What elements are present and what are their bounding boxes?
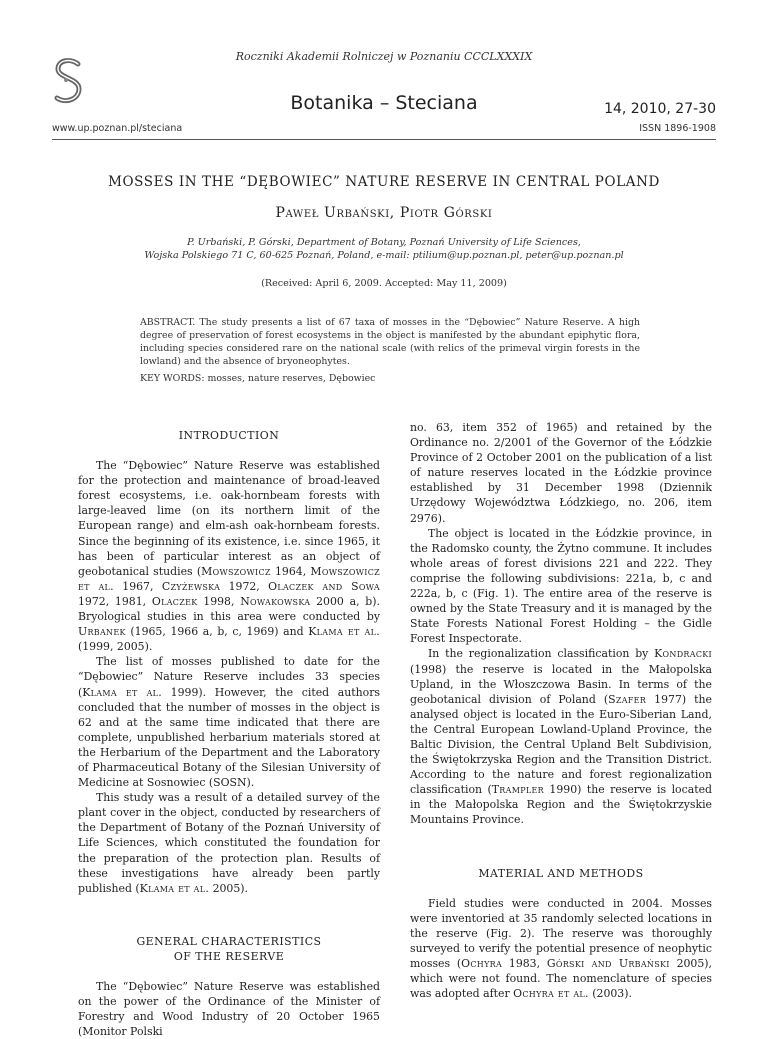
text-run: 1983, [502,957,547,970]
text-run: 2005). [209,881,248,895]
header-divider [52,139,716,140]
abstract: ABSTRACT. The study presents a list of 67 taxa of mosses in the “Dębowiec” Nature Reserve. A high degree of preservation of forest ecosystems in the object is manifested by the abundant epiphytic flora, including species considered rare on the national scale (with relics of the primeval virgin forests in the lowland) and the absence of bryoneophytes. [140,317,640,368]
citation: Mowszowicz [201,564,271,578]
right-paragraph-3 [410,646,712,827]
citation: Olaczek and Sowa [268,579,380,593]
text-run: (1965, 1966 a, b, c, 1969) and [125,625,309,639]
volume-info: 14, 2010, 27-30 [604,101,716,117]
methods-heading: MATERIAL AND METHODS [478,866,644,880]
text-run: The list of mosses published to date for the “Dębowiec” Nature Reserve includes 33 species ( [78,655,380,699]
affiliation [0,236,768,262]
citation: Klama et al. [308,625,381,639]
text-run: 1964, [270,564,311,578]
text-run: (1999, 2005). [78,640,153,654]
general-paragraph-1: The “Dębowiec” Nature Reserve was established on the power of the Ordinance of the Minister of Forestry and Wood Industry of 20 October 1965 (Monitor Polski [78,980,380,1039]
citation: Olaczek [151,594,198,608]
journal-title: Botanika – Steciana [290,92,478,114]
text-run: 1967, [113,579,162,593]
text-run: (1998) the reserve is located in the Małopolska Upland, in the Włoszczowa Basin. In terms of the geobotanical division of Poland ( [410,662,712,706]
article-title: MOSSES IN THE “DĘBOWIEC” NATURE RESERVE IN CENTRAL POLAND [108,174,660,190]
journal-url[interactable]: www.up.poznan.pl/steciana [52,123,183,134]
introduction-heading: INTRODUCTION [178,429,280,442]
intro-paragraph-3 [78,790,380,896]
citation: Szafer [608,692,647,706]
heading-line-2: OF THE RESERVE [173,949,285,963]
text-run: In the regionalization classification by [428,647,655,661]
intro-paragraph-2 [78,654,380,790]
heading-line-1: GENERAL CHARACTERISTICS [136,934,322,948]
text-run: 1977) the analysed object is located in the Euro-Siberian Land, the Central European Lowland-Upland Province, the Baltic Division, the Central Upland Belt Subdivision, the Świętokrzyska Region and the Transition District. According to the nature and forest regionalization classification ( [410,692,712,797]
text-run: (2003). [588,987,632,1001]
received-dates: (Received: April 6, 2009. Accepted: May 11, 2009) [261,278,507,289]
citation: Kondracki [654,647,712,661]
text-run: 1990) the reserve is located in the Małopolska Region and the Świętokrzyskie Mountains Province. [410,783,712,827]
citation: Czyżewska [161,579,221,593]
citation: Ochyra et al. [513,987,589,1001]
citation: Mowszowicz et al. [78,564,380,593]
text-run: 1972, [220,579,269,593]
citation: Klama et al. [82,685,163,699]
text-run: 2005), which were not found. The nomenclature of species was adopted after [410,957,712,1001]
section-gap [410,828,712,858]
text-run: Field studies were conducted in 2004. Mosses were inventoried at 35 randomly selected locations in the reserve (Fig. 2). The reserve was thoroughly surveyed to verify the potential presence of neophytic mosses ( [410,896,712,970]
right-column [410,420,712,1001]
text-run: 1998, [197,594,241,608]
citation: Urbanek [78,625,126,639]
general-characteristics-heading [78,934,380,964]
citation: Nowakowska [240,594,311,608]
citation: Trampler [491,783,544,797]
text-run: 1999). However, the cited authors concluded that the number of mosses in the object is 62 and at the same time indicated that there are complete, unpublished herbarium materials stored at the Herbarium of the Department and the Laboratory of Pharmaceutical Botany of the Silesian University of Medicine at Sosnowiec (SOSN). [78,685,380,790]
journal-name: Roczniki Akademii Rolniczej w Poznaniu CCCLXXXIX [235,50,533,63]
affiliation-line-2: Wojska Polskiego 71 C, 60-625 Poznań, Poland, e-mail: ptilium@up.poznan.pl, peter@up.poznan.pl [144,250,624,261]
left-column [78,420,380,1039]
text-run: 2000 a, b). Bryological studies in this area were conducted by [78,594,380,624]
methods-paragraph-1 [410,896,712,1002]
authors: Paweł Urbański, Piotr Górski [275,205,493,221]
text-run: This study was a result of a detailed survey of the plant cover in the object, conducted by researchers of the Department of Botany of the Poznań University of Life Sciences, which constituted the foundation for the preparation of the protection plan. Results of these investigations have already been partly published ( [78,791,380,895]
section-gap [78,896,380,926]
citation: Klama et al. [139,881,210,895]
keywords: KEY WORDS: mosses, nature reserves, Dębowiec [140,373,376,384]
right-paragraph-2: The object is located in the Łódzkie province, in the Radomsko county, the Żytno commune. It includes whole areas of forest divisions 221 and 222. They comprise the following subdivisions: 221a, b, c and 222a, b, c (Fig. 1). The entire area of the reserve is owned by the State Treasury and it is managed by the State Forests National Forest Holding – the Gidle Forest Inspectorate. [410,526,712,646]
intro-paragraph-1 [78,458,380,654]
affiliation-line-1: P. Urbański, P. Górski, Department of Botany, Poznań University of Life Sciences, [187,237,581,248]
text-run: 1972, 1981, [78,594,152,608]
issn: ISSN 1896-1908 [639,123,716,134]
right-paragraph-1: no. 63, item 352 of 1965) and retained by the Ordinance no. 2/2001 of the Governor of the Łódzkie Province of 2 October 2001 on the publication of a list of nature reserves located in the Łódzkie province established by 31 December 1998 (Dziennik Urzędowy Województwa Łódzkiego, no. 206, item 2976). [410,421,712,525]
citation: Ochyra [461,957,503,970]
text-run: The “Dębowiec” Nature Reserve was established for the protection and maintenance of broad-leaved forest ecosystems, i.e. oak-hornbeam forests with large-leaved lime (on its northern limit of the European range) and elm-ash oak-hornbeam forests. Since the beginning of its existence, i.e. since 1965, it has been of particular interest as an object of geobotanical studies ( [78,459,380,578]
citation: Górski and Urbański [546,957,670,970]
